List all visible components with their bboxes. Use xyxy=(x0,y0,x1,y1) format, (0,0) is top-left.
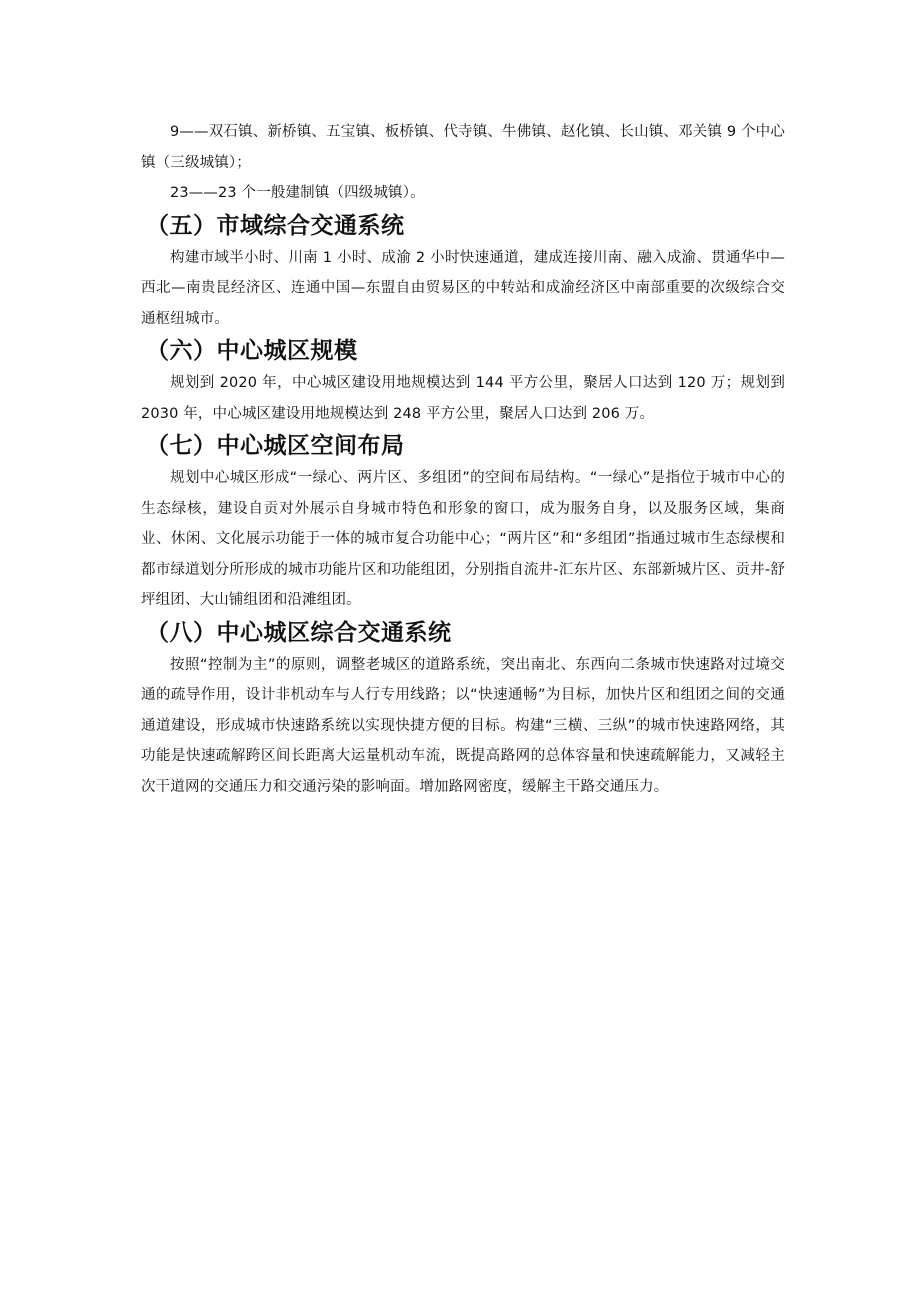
paragraph-central-towns: 9——双石镇、新桥镇、五宝镇、板桥镇、代寺镇、牛佛镇、赵化镇、长山镇、邓关镇 9 个中心镇（三级城镇）； xyxy=(141,124,785,171)
paragraph-section-7: 规划中心城区形成“一绿心、两片区、多组团”的空间布局结构。“一绿心”是指位于城市中心的生态绿核，建设自贡对外展示自身城市特色和形象的窗口，成为服务自身，以及服务区域，集商业、休闲、文化展示功能于一体的城市复合功能中心；“两片区”和“多组团”指通过城市生态绿楔和都市绿道划分所形成的城市功能片区和功能组团，分别指自流井-汇东片区、东部新城片区、贡井-舒坪组团、大山铺组团和沿滩组团。 xyxy=(141,470,785,608)
paragraph-section-8: 按照“控制为主”的原则，调整老城区的道路系统，突出南北、东西向二条城市快速路对过境交通的疏导作用，设计非机动车与人行专用线路；以“快速通畅”为目标，加快片区和组团之间的交通通道建设，形成城市快速路系统以实现快捷方便的目标。构建“三横、三纵”的城市快速路网络，其功能是快速疏解跨区间长距离大运量机动车流，既提高路网的总体容量和快速疏解能力，又减轻主次干道网的交通压力和交通污染的影响面。增加路网密度，缓解主干路交通压力。 xyxy=(141,656,785,795)
heading-section-5: （五）市域综合交通系统 xyxy=(146,212,405,239)
heading-section-7: （七）中心城区空间布局 xyxy=(146,433,405,459)
heading-section-8: （八）中心城区综合交通系统 xyxy=(146,619,452,646)
paragraph-section-5: 构建市域半小时、川南 1 小时、成渝 2 小时快速通道，建成连接川南、融入成渝、贯通华中—西北—南贵昆经济区、连通中国—东盟自由贸易区的中转站和成渝经济区中南部重要的次级综合交通枢纽城市。 xyxy=(141,249,785,327)
document-content xyxy=(141,117,785,802)
paragraph-general-towns: 23——23 个一般建制镇（四级城镇）。 xyxy=(170,185,425,201)
heading-section-6: （六）中心城区规模 xyxy=(146,338,358,364)
paragraph-section-6: 规划到 2020 年，中心城区建设用地规模达到 144 平方公里，聚居人口达到 120 万；规划到 2030 年，中心城区建设用地规模达到 248 平方公里，聚居人口达到 206 万。 xyxy=(141,375,785,422)
